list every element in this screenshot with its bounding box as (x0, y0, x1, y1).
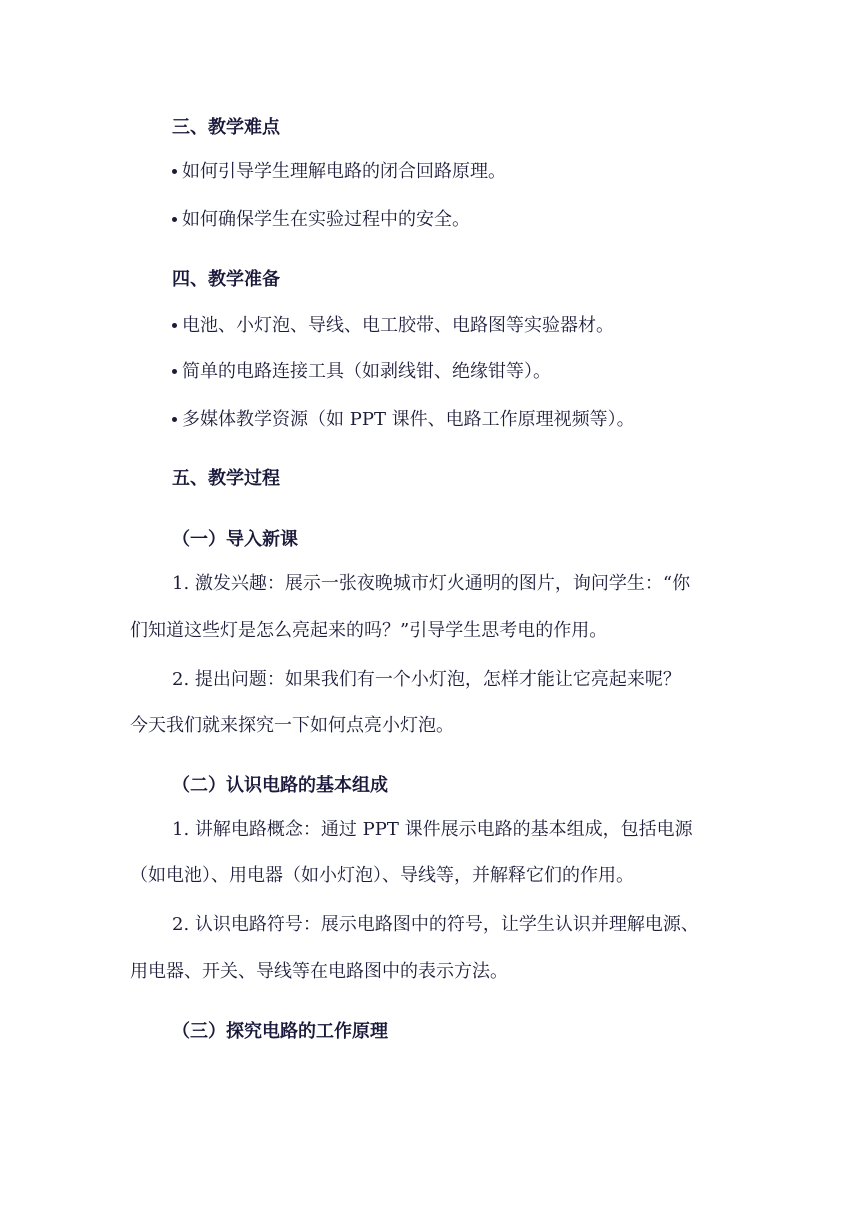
list-item-text: 多媒体教学资源（如 PPT 课件、电路工作原理视频等）。 (182, 409, 635, 430)
list-item-text: 如何确保学生在实验过程中的安全。 (182, 209, 470, 230)
subsection-heading-principle: （三）探究电路的工作原理 (172, 1021, 388, 1042)
paragraph-line: 用电器、开关、导线等在电路图中的表示方法。 (130, 961, 508, 982)
section-heading-preparation: 四、教学准备 (172, 269, 280, 290)
paragraph-line: 2. 认识电路符号：展示电路图中的符号，让学生认识并理解电源、 (172, 914, 699, 935)
list-item-text: 简单的电路连接工具（如剥线钳、绝缘钳等）。 (182, 361, 551, 382)
bullet-icon (172, 417, 177, 422)
list-item-text: 如何引导学生理解电路的闭合回路原理。 (182, 161, 506, 182)
bullet-icon (172, 169, 177, 174)
section-heading-difficulties: 三、教学难点 (172, 117, 280, 138)
bullet-icon (172, 369, 177, 374)
list-item-text: 电池、小灯泡、导线、电工胶带、电路图等实验器材。 (182, 315, 614, 336)
paragraph-line: 今天我们就来探究一下如何点亮小灯泡。 (130, 715, 454, 736)
list-item (172, 408, 635, 432)
section-heading-process: 五、教学过程 (172, 468, 280, 489)
subsection-heading-intro: （一）导入新课 (172, 529, 298, 550)
subsection-heading-components: （二）认识电路的基本组成 (172, 775, 388, 796)
paragraph-line: 1. 激发兴趣：展示一张夜晚城市灯火通明的图片，询问学生：“你 (172, 573, 691, 594)
paragraph-line: （如电池）、用电器（如小灯泡）、导线等，并解释它们的作用。 (130, 865, 634, 886)
list-item (172, 160, 506, 184)
list-item (172, 314, 614, 338)
paragraph-line: 们知道这些灯是怎么亮起来的吗？”引导学生思考电的作用。 (130, 620, 608, 641)
list-item (172, 208, 470, 232)
bullet-icon (172, 217, 177, 222)
bullet-icon (172, 323, 177, 328)
list-item (172, 360, 551, 384)
paragraph-line: 2. 提出问题：如果我们有一个小灯泡，怎样才能让它亮起来呢？ (172, 669, 681, 690)
paragraph-line: 1. 讲解电路概念：通过 PPT 课件展示电路的基本组成，包括电源 (172, 819, 693, 840)
